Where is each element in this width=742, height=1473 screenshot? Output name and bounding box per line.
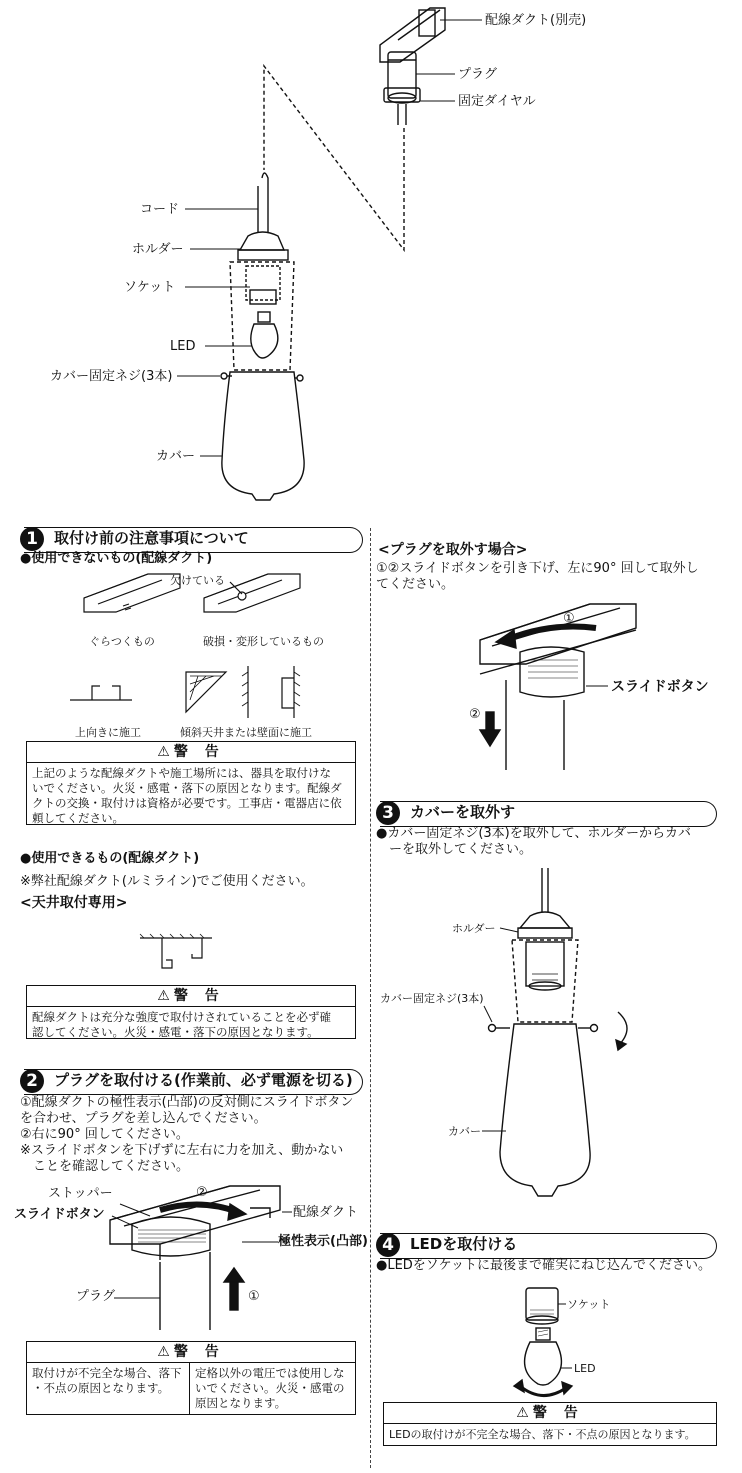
plug-remove-heading: <プラグを取外す場合> <box>378 542 528 558</box>
section4-number: 4 <box>376 1233 400 1257</box>
warning-text: 上記のような配線ダクトや施工場所には、器具を取付けな いでください。火災・感電・落下の原因となります。配線ダ クトの交換・取付けは資格が必要です。工事店・電器店に依 頼してください。 <box>32 766 342 825</box>
label-slide-button: スライドボタン <box>14 1207 105 1222</box>
ceiling-only-label: <天井取付専用> <box>20 895 128 911</box>
warning-text-left: 取付けが不完全な場合、落下 ・不点の原因となります。 <box>27 1363 190 1414</box>
cover-remove-illustration <box>380 862 720 1202</box>
warning-box-2 <box>26 985 356 1039</box>
unusable-heading: ●使用できないもの(配線ダクト) <box>20 551 213 566</box>
label-socket: ソケット <box>124 280 176 295</box>
label-duct: 配線ダクト(別売) <box>485 13 587 28</box>
warning-title: 警 告 <box>173 744 225 760</box>
label-plug: プラグ <box>458 67 498 82</box>
label-screw: カバー固定ネジ(3本) <box>50 369 173 384</box>
warning-box-1 <box>26 741 356 825</box>
section1-title: 取付け前の注意事項について <box>54 529 249 547</box>
section2-number: 2 <box>20 1069 44 1093</box>
warning-header <box>27 1342 355 1363</box>
label-led: LED <box>170 339 196 354</box>
label-chipped: 欠けている <box>170 574 225 587</box>
section4-title: LEDを取付ける <box>410 1235 518 1253</box>
section2-text: ①配線ダクトの極性表示(凸部)の反対側にスライドボタン を合わせ、プラグを差し込んでください。 ②右に90° 回してください。 ※スライドボタンを下げずに左右に力を加え、動かない ことを確認してください。 <box>20 1095 354 1174</box>
plug-remove-text: ①②スライドボタンを引き下げ、左に90° 回して取外し てください。 <box>376 561 699 592</box>
warning-triangle-icon: ⚠ <box>516 1405 529 1421</box>
label-step2: ② <box>196 1185 208 1200</box>
label-remove-step2: ② <box>469 707 481 722</box>
column-divider <box>370 528 371 1468</box>
label-wobbly: ぐらつくもの <box>89 635 155 648</box>
usable-heading: ●使用できるもの(配線ダクト) <box>20 851 200 866</box>
warning-text-right: 定格以外の電圧では使用しな いでください。火災・感電の 原因となります。 <box>195 1366 345 1410</box>
top-assembly-illustration <box>0 0 742 510</box>
section2-title: プラグを取付ける(作業前、必ず電源を切る) <box>54 1071 353 1089</box>
warning-title: 警 告 <box>173 1344 225 1360</box>
warning-text: 配線ダクトは充分な強度で取付けされていることを必ず確 認してください。火災・感電・落下の原因となります。 <box>32 1010 331 1039</box>
label-holder: ホルダー <box>132 242 184 257</box>
label-dial: 固定ダイヤル <box>458 94 536 109</box>
warning-title: 警 告 <box>173 988 225 1004</box>
plug-install-illustration <box>20 1180 360 1330</box>
section3-text: ●カバー固定ネジ(3本)を取外して、ホルダーからカバ ーを取外してください。 <box>376 826 691 857</box>
warning-triangle-icon: ⚠ <box>157 988 170 1004</box>
warning-box-3 <box>26 1341 356 1415</box>
warning-title: 警 告 <box>532 1405 584 1421</box>
label-cord: コード <box>140 202 180 217</box>
warning-text: LEDの取付けが不完全な場合、落下・不点の原因となります。 <box>389 1428 696 1441</box>
warning-box-4 <box>383 1402 717 1446</box>
warning-triangle-icon: ⚠ <box>157 744 170 760</box>
warning-header <box>27 986 355 1007</box>
label-step1: ① <box>248 1289 260 1304</box>
label-polarity: 極性表示(凸部) <box>278 1234 368 1249</box>
label-plug-bottom: プラグ <box>76 1289 116 1304</box>
label-duct-right: 配線ダクト <box>293 1205 359 1220</box>
warning-columns <box>27 1363 355 1414</box>
usable-text: ※弊社配線ダクト(ルミライン)でご使用ください。 <box>20 874 314 889</box>
label-s4-socket: ソケット <box>567 1298 611 1311</box>
label-remove-step1: ① <box>563 611 575 626</box>
section3-title: カバーを取外す <box>410 803 516 821</box>
label-slanted: 傾斜天井または壁面に施工 <box>180 726 312 739</box>
label-cover: カバー <box>156 449 196 464</box>
label-s3-screw: カバー固定ネジ(3本) <box>380 992 484 1005</box>
section1-number: 1 <box>20 527 44 551</box>
label-s3-holder: ホルダー <box>452 922 496 935</box>
section4-text: ●LEDをソケットに最後まで確実にねじ込んでください。 <box>376 1258 712 1273</box>
label-s4-led: LED <box>574 1362 596 1375</box>
label-stopper: ストッパー <box>48 1186 113 1201</box>
warning-header <box>27 742 355 763</box>
label-damaged: 破損・変形しているもの <box>203 635 324 648</box>
warning-triangle-icon: ⚠ <box>157 1344 170 1360</box>
label-s3-cover: カバー <box>448 1125 481 1138</box>
label-remove-slide-button: スライドボタン <box>611 679 709 695</box>
warning-header <box>384 1403 716 1424</box>
usable-duct-illustration <box>140 934 260 974</box>
section3-number: 3 <box>376 801 400 825</box>
unusable-duct-illustrations <box>20 568 360 738</box>
label-upward: 上向きに施工 <box>75 726 141 739</box>
